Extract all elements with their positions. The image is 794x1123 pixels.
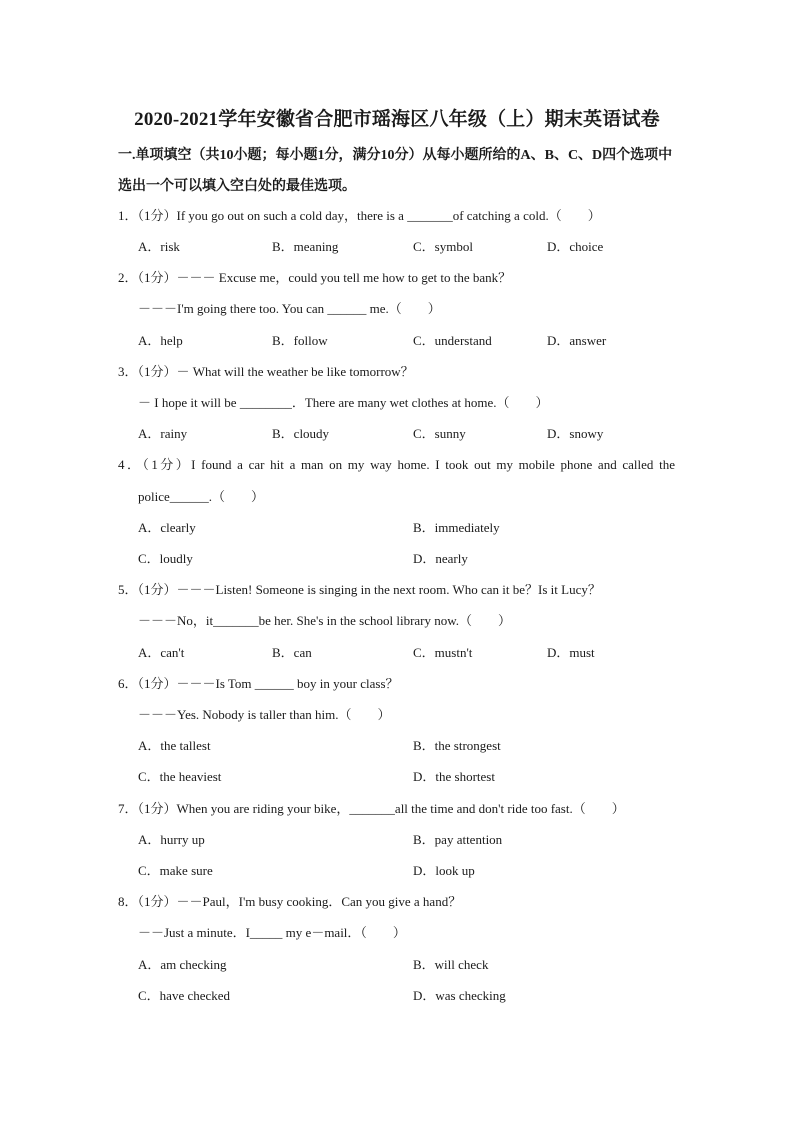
question-5-option-b: B．can <box>272 645 312 660</box>
question-3-option-c: C．sunny <box>413 426 466 441</box>
exam-title: 2020-2021学年安徽省合肥市瑶海区八年级（上）期末英语试卷 <box>134 109 660 130</box>
question-8-text-continued: －－Just a minute．I_____ my e－mail．（ ） <box>138 925 406 940</box>
section-heading: 一.单项填空（共10小题；每小题1分，满分10分）从每小题所给的A、B、C、D四个选项中选出一个可以填入空白处的最佳选项。 <box>118 148 673 194</box>
question-1-option-a: A．risk <box>138 239 180 254</box>
question-3-option-a: A．rainy <box>138 426 188 441</box>
question-8-option-c: C．have checked <box>138 988 231 1003</box>
question-7-option-d: D．look up <box>413 863 475 878</box>
question-6-option-d: D．the shortest <box>413 769 495 784</box>
question-2-text-continued: －－－I'm going there too. You can ______ me.（ ） <box>138 301 441 316</box>
question-3-option-b: B．cloudy <box>272 426 330 441</box>
question-3-text-continued: － I hope it will be ________．There are many wet clothes at home.（ ） <box>138 395 549 410</box>
question-7-option-a: A．hurry up <box>138 832 205 847</box>
question-1-text: 1．（1分）If you go out on such a cold day，there is a _______of catching a cold.（ ） <box>118 208 601 223</box>
question-7-option-c: C．make sure <box>138 863 213 878</box>
question-4-option-b: B．immediately <box>413 520 500 535</box>
question-2-option-b: B．follow <box>272 333 328 348</box>
question-8-option-a: A．am checking <box>138 957 227 972</box>
question-1-option-d: D．choice <box>547 239 604 254</box>
question-1-option-c: C．symbol <box>413 239 473 254</box>
question-3-text: 3．（1分）－ What will the weather be like tomorrow？ <box>118 364 414 379</box>
question-5-option-d: D．must <box>547 645 595 660</box>
question-8-text: 8．（1分）－－Paul，I'm busy cooking．Can you give a hand？ <box>118 894 462 909</box>
question-2-option-d: D．answer <box>547 333 607 348</box>
question-2-text: 2．（1分）－－－ Excuse me，could you tell me how to get to the bank？ <box>118 270 512 285</box>
question-4-text-continued: police______.（ ） <box>138 489 265 504</box>
question-6-option-c: C．the heaviest <box>138 769 222 784</box>
question-4-option-d: D．nearly <box>413 551 468 566</box>
question-7-text: 7．（1分）When you are riding your bike，_______all the time and don't ride too fast.（ ） <box>118 801 625 816</box>
question-6-text: 6．（1分）－－－Is Tom ______ boy in your class？ <box>118 676 399 691</box>
question-8-option-b: B．will check <box>413 957 489 972</box>
question-5-option-c: C．mustn't <box>413 645 473 660</box>
question-5-option-a: A．can't <box>138 645 185 660</box>
question-6-option-a: A．the tallest <box>138 738 211 753</box>
question-5-text: 5．（1分）－－－Listen! Someone is singing in the next room. Who can it be？Is it Lucy？ <box>118 582 601 597</box>
question-3-option-d: D．snowy <box>547 426 604 441</box>
question-8-option-d: D．was checking <box>413 988 506 1003</box>
question-5-text-continued: －－－No，it_______be her. She's in the school library now.（ ） <box>138 613 512 628</box>
question-4-option-c: C．loudly <box>138 551 193 566</box>
question-2-option-a: A．help <box>138 333 183 348</box>
question-6-option-b: B．the strongest <box>413 738 501 753</box>
question-4-option-a: A．clearly <box>138 520 196 535</box>
question-7-option-b: B．pay attention <box>413 832 503 847</box>
question-6-text-continued: －－－Yes. Nobody is taller than him.（ ） <box>138 707 391 722</box>
question-1-option-b: B．meaning <box>272 239 339 254</box>
question-2-option-c: C．understand <box>413 333 492 348</box>
question-4-text: 4．（1分）I found a car hit a man on my way home. I took out my mobile phone and called the <box>118 457 675 472</box>
